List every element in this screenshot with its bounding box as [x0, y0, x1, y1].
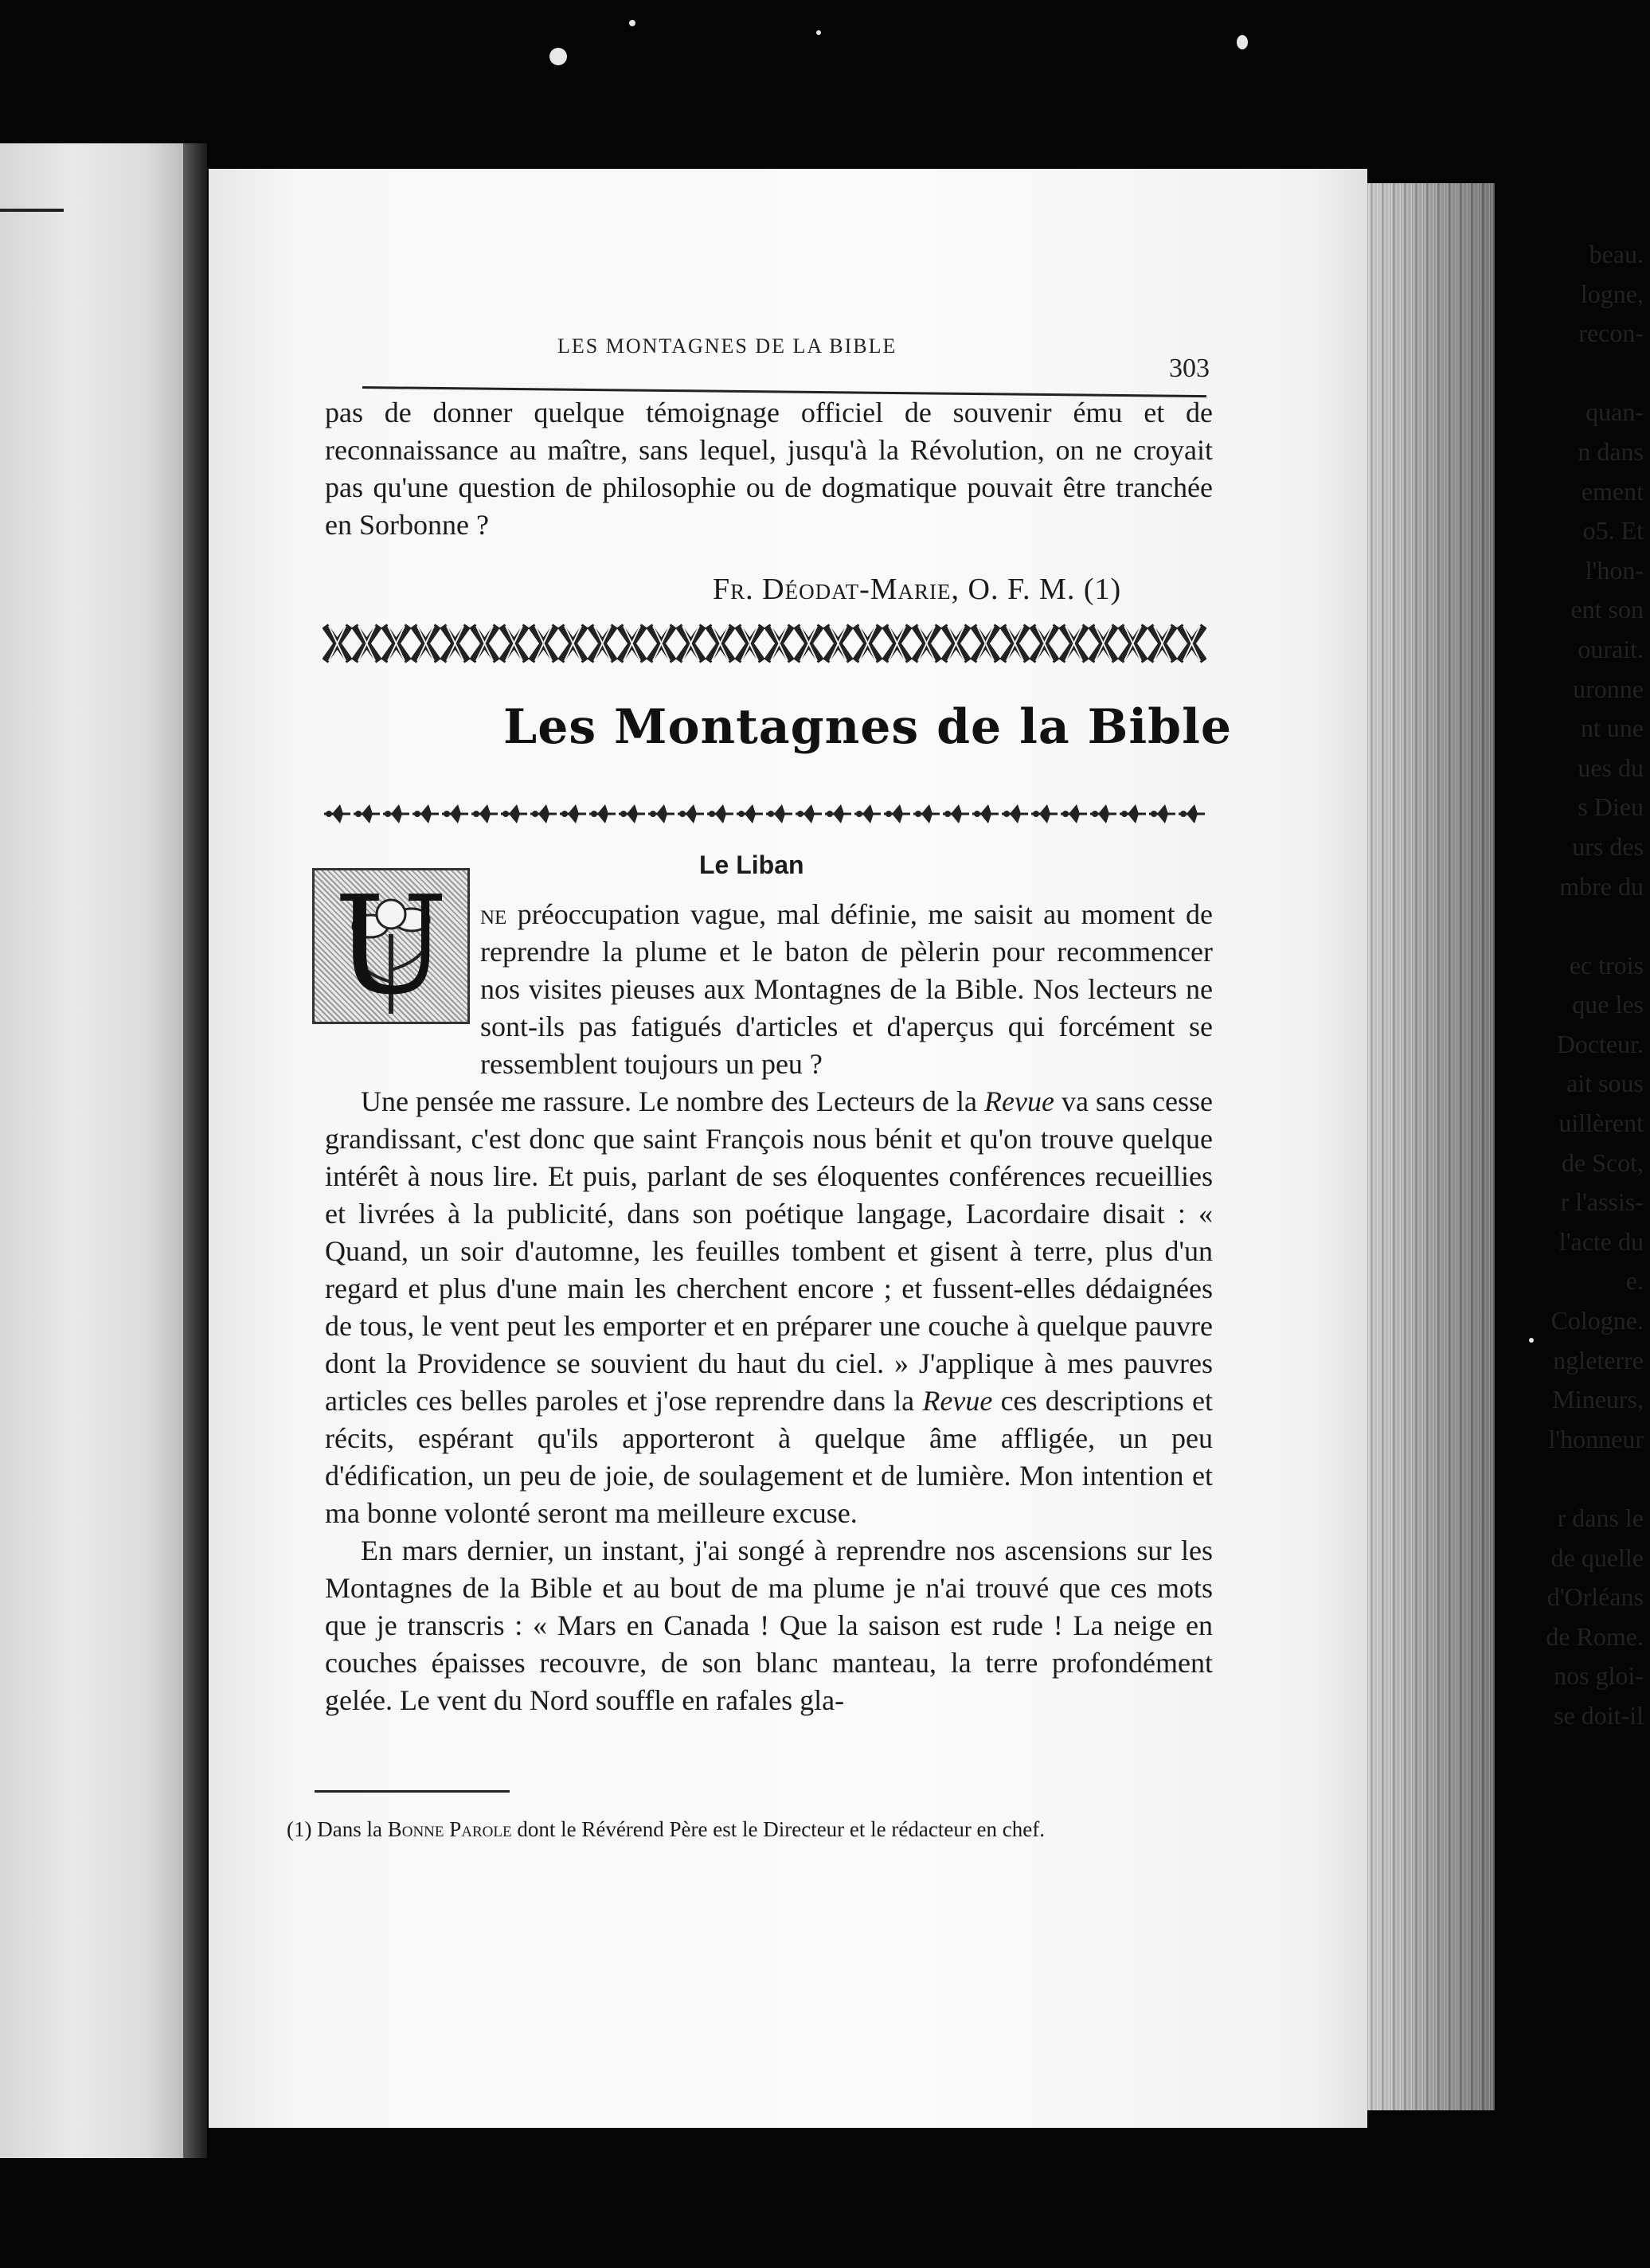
left-page-line: ement	[1581, 476, 1644, 506]
left-page-line: ent son	[1570, 595, 1644, 624]
left-page-line: Cologne.	[1550, 1306, 1644, 1335]
left-page-line: r l'assis-	[1560, 1187, 1644, 1217]
drop-cap-letter: U	[334, 867, 448, 1025]
left-page-line: Mineurs,	[1552, 1385, 1644, 1414]
left-page-line: e.	[1625, 1266, 1644, 1296]
left-page-line: de Scot,	[1561, 1148, 1644, 1177]
left-page-line: ait sous	[1566, 1069, 1644, 1098]
page-number: 303	[1169, 354, 1210, 383]
footnote-rule	[315, 1790, 510, 1793]
left-page-line: ues du	[1578, 753, 1644, 782]
left-facing-page	[0, 143, 183, 2158]
opening-paragraph	[325, 896, 1213, 1719]
left-page-line: logne,	[1580, 279, 1644, 308]
left-page-gutter	[183, 143, 207, 2158]
left-page-line: ngleterre	[1553, 1345, 1644, 1374]
ornamental-band-top	[323, 621, 1206, 666]
left-page-line: l'acte du	[1558, 1226, 1644, 1256]
left-page-line	[1516, 906, 1644, 946]
left-page-line: recon-	[1578, 319, 1644, 348]
left-page-text	[1516, 235, 1644, 1736]
left-page-line: se doit-il	[1554, 1700, 1644, 1730]
page-edges-shade	[1367, 183, 1495, 2110]
section-title: Le Liban	[699, 850, 804, 879]
left-page-line: uronne	[1573, 674, 1644, 703]
text-run: dont le Révérend Père est le Directeur et le rédacteur en chef.	[511, 1817, 1046, 1841]
left-page-line: n dans	[1578, 436, 1644, 466]
left-page-line: beau.	[1589, 240, 1644, 268]
italic-title: Revue	[922, 1385, 993, 1417]
running-head: LES MONTAGNES DE LA BIBLE	[557, 334, 897, 358]
left-page-line: urs des	[1572, 831, 1644, 861]
left-page-line: de quelle	[1550, 1543, 1644, 1572]
dust-speck	[816, 30, 821, 35]
left-page-line: quan-	[1585, 397, 1644, 427]
left-page-line: l'hon-	[1585, 555, 1644, 585]
left-page-line	[1516, 1459, 1644, 1499]
left-page-line: nos gloi-	[1554, 1661, 1644, 1691]
dust-speck	[1237, 35, 1248, 49]
left-page-line: nt une	[1580, 714, 1644, 743]
left-page-line: ourait.	[1578, 634, 1644, 663]
small-caps-title: Bonne Parole	[387, 1817, 512, 1841]
left-page-line: o5. Et	[1582, 516, 1644, 545]
italic-title: Revue	[984, 1085, 1054, 1117]
text-run: (1) Dans la	[287, 1817, 388, 1841]
left-page-line: ec trois	[1569, 950, 1644, 980]
paragraph: En mars dernier, un instant, j'ai songé à reprendre nos ascensions sur les Montagnes de la Bible et au bout de ma plume je n'ai trouvé que ces mots que je transcris : « Mars en Canada ! Que la saison est rude ! La neige en couches épaisses recouvre, de son blanc manteau, la terre profondément gelée. Le vent du Nord souffle en rafales gla-	[325, 1535, 1213, 1716]
author-signature: Fr. Déodat-Marie, O. F. M. (1)	[713, 573, 1122, 606]
left-page-line: que les	[1572, 990, 1644, 1019]
text-run: ces descriptions et récits, espérant qu'ils apporteront à quelque âme affligée, un peu d'édification, un peu de joie, de soulagement et de lumière. Mon intention et ma bonne volonté seront ma meilleure excuse.	[325, 1385, 1213, 1529]
left-page-line: Docteur.	[1556, 1029, 1644, 1058]
first-word-rest: ne	[480, 898, 507, 930]
left-page-line: d'Orléans	[1546, 1582, 1644, 1612]
footnote	[287, 1816, 1171, 1844]
left-page-line: s Dieu	[1578, 792, 1644, 822]
left-page-line: r dans le	[1557, 1504, 1644, 1532]
text-run: va sans cesse grandissant, c'est donc que saint François nous bénit et qu'on trouve quelque intérêt à nous lire. Et puis, parlant de ses éloquentes conférences recueillies et livrées à la publicité, dans son poétique langage, Lacordaire disait : « Quand, un soir d'automne, les feuilles tombent et gisent à terre, plus d'un regard et plus d'une main les cherchent encore ; et fussent-elles dédaignées de tous, le vent peut les emporter et en préparer une couche à quelque pauvre dont la Providence se souvient du haut du ciel. » J'applique à mes pauvres articles ces belles paroles et j'ose reprendre dans la	[325, 1085, 1213, 1417]
left-page-line: de Rome.	[1546, 1621, 1644, 1651]
text-run: Une pensée me rassure. Le nombre des Lecteurs de la	[361, 1085, 985, 1117]
left-page-line: mbre du	[1559, 871, 1644, 901]
ornamental-vine-divider	[323, 796, 1206, 831]
continuation-paragraph: pas de donner quelque témoignage officiel de souvenir ému et de reconnaissance au maître, sans lequel, jusqu'à la Révolution, on ne croyait pas qu'une question de philosophie ou de dogmatique pouvait être tranchée en Sorbonne ?	[325, 397, 1213, 541]
left-page-line	[1516, 354, 1644, 393]
left-page-line: uillèrent	[1558, 1109, 1644, 1138]
left-page-line: l'honneur	[1548, 1424, 1644, 1453]
paragraph	[325, 1083, 1213, 1532]
article-title: Les Montagnes de la Bible	[503, 699, 1233, 755]
opening-lines	[325, 896, 1213, 1083]
opening-text: préoccupation vague, mal définie, me saisit au moment de reprendre la plume et le baton de pèlerin pour recommencer nos visites pieuses aux Montagnes de la Bible. Nos lecteurs ne sont-ils pas fatigués d'articles et d'aperçus qui forcément se ressemblent toujours un peu ?	[480, 898, 1213, 1080]
dust-speck	[629, 20, 635, 26]
dust-speck	[549, 48, 567, 65]
left-page-rule	[0, 209, 64, 212]
